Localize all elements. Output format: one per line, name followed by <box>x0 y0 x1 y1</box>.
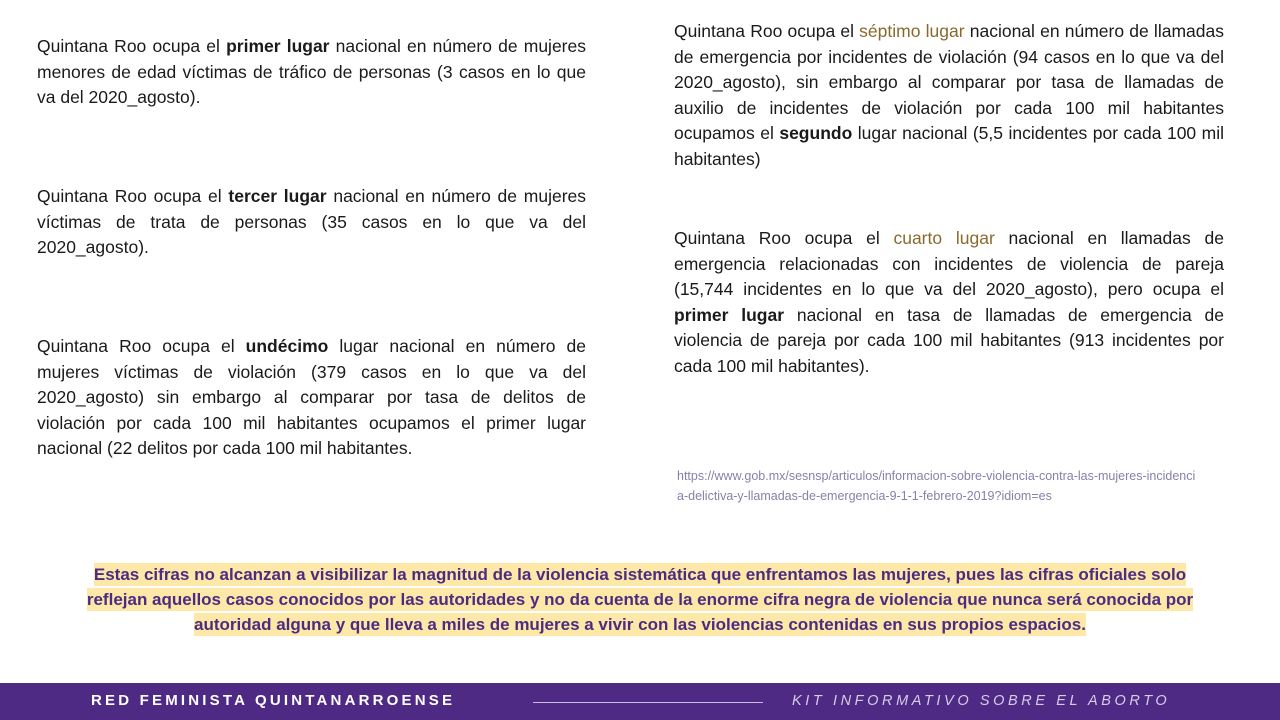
paragraph-trafico <box>37 34 586 111</box>
emphasis-rank: primer lugar <box>226 36 330 56</box>
emphasis-rank: undécimo <box>245 336 329 356</box>
accent-rank: séptimo lugar <box>859 21 965 41</box>
text-segment: Quintana Roo ocupa el <box>37 36 227 56</box>
paragraph-violacion <box>37 334 586 462</box>
callout-text: Estas cifras no alcanzan a visibilizar la magnitud de la violencia sistemática que enfrentamos las mujeres, pues las cifras oficiales solo reflejan aquellos casos conocidos por las autoridades y no da cuenta de la enorme cifra negra de violencia que nunca será conocida por autoridad alguna y que lleva a miles de mujeres a vivir con las violencias contenidas en sus propios espacios. <box>86 565 1194 634</box>
footer-bar <box>0 683 1280 720</box>
source-url: https://www.gob.mx/sesnsp/articulos/informacion-sobre-violencia-contra-las-mujeres-incidencia-delictiva-y-llamadas-de-emergencia-9-1-1-febrero-2019?idiom=es <box>677 469 1196 503</box>
text-segment: Quintana Roo ocupa el <box>674 228 894 248</box>
paragraph-violencia-pareja <box>674 226 1224 380</box>
text-segment: Quintana Roo ocupa el <box>674 21 860 41</box>
emphasis-rank: primer lugar <box>674 304 785 325</box>
text-segment: Quintana Roo ocupa el <box>37 186 229 206</box>
emphasis-rank: tercer lugar <box>228 186 327 206</box>
paragraph-llamadas-violacion <box>674 19 1224 173</box>
accent-rank: cuarto lugar <box>893 228 995 248</box>
text-segment: lugar nacional (5,5 incidentes por cada 100 mil habitantes) <box>674 123 1225 169</box>
text-segment: nacional en tasa de llamadas de emergencia de violencia de pareja por cada 100 mil habitantes (913 incidentes por cada 100 mil habitantes). <box>674 304 1224 376</box>
text-segment: Quintana Roo ocupa el <box>37 336 246 356</box>
emphasis-rank: segundo <box>779 123 853 144</box>
text-segment: nacional en número de llamadas de emergencia por incidentes de violación (94 casos en lo que va del 2020_agosto), sin embargo al comparar por tasa de llamadas de auxilio de incidentes de violación por cada 100 mil habitantes ocupamos el <box>674 21 1224 144</box>
text-segment: nacional en número de mujeres menores de edad víctimas de tráfico de personas (3 casos en lo que va del 2020_agosto). <box>37 36 586 108</box>
callout-statement <box>70 562 1210 637</box>
footer-divider <box>533 702 763 703</box>
paragraph-trata <box>37 184 586 261</box>
footer-organization: RED FEMINISTA QUINTANARROENSE <box>91 692 456 709</box>
text-segment: nacional en número de mujeres víctimas de trata de personas (35 casos en lo que va del 2020_agosto). <box>37 186 586 258</box>
text-segment: lugar nacional en número de mujeres víctimas de violación (379 casos en lo que va del 2020_agosto) sin embargo al comparar por tasa de delitos de violación por cada 100 mil habitantes ocupamos el primer lugar nacional (22 delitos por cada 100 mil habitantes. <box>37 336 586 459</box>
footer-kit-title: KIT INFORMATIVO SOBRE EL ABORTO <box>792 693 1171 709</box>
text-segment: nacional en llamadas de emergencia relacionadas con incidentes de violencia de pareja (15,744 incidentes en lo que va del 2020_agosto), pero ocupa el <box>674 228 1224 300</box>
